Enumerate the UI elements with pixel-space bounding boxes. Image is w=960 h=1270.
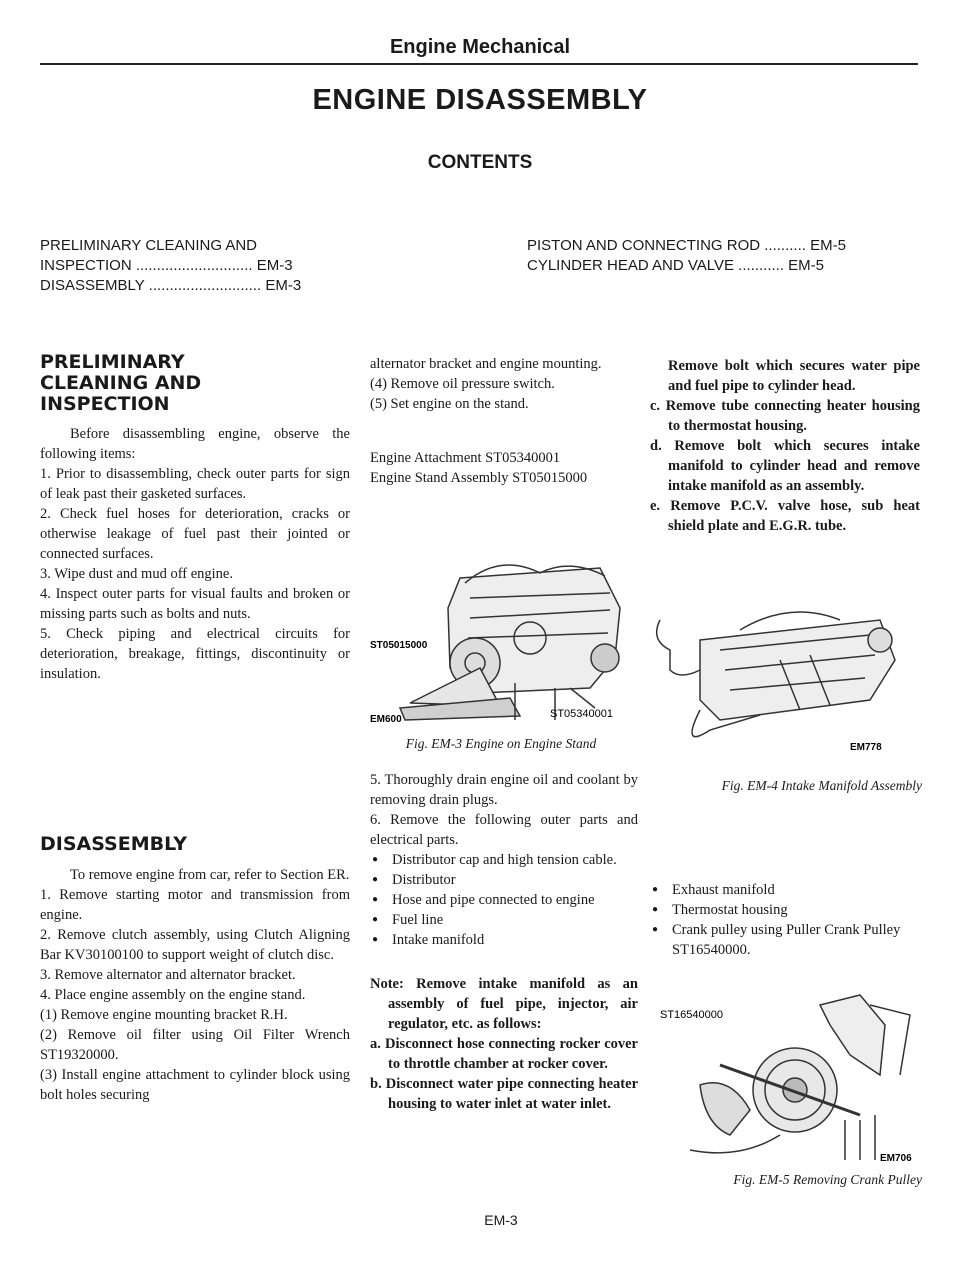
tool-number: Engine Attachment ST05340001 (370, 450, 561, 466)
section-header: Engine Mechanical (389, 36, 571, 58)
bullet-list (650, 880, 922, 960)
toc-entry[interactable]: PISTON AND CONNECTING ROD .......... EM-5 (527, 237, 846, 254)
figure-caption: Fig. EM-5 Removing Crank Pulley (733, 1172, 922, 1187)
list-item: ● Fuel line (370, 910, 638, 930)
list-item: ● Exhaust manifold (650, 880, 922, 900)
list-item: 5. Thoroughly drain engine oil and coolant by removing drain plugs. (370, 772, 638, 808)
toc-entry[interactable]: PRELIMINARY CLEANING AND (40, 237, 258, 254)
figure-label: EM778 (850, 742, 882, 753)
section-heading-preliminary: PRELIMINARY CLEANING AND INSPECTION (40, 351, 202, 415)
figure-caption: Fig. EM-4 Intake Manifold Assembly (721, 778, 922, 793)
list-item: ● Hose and pipe connected to engine (370, 890, 638, 910)
bullet-list (370, 850, 638, 950)
figure-label: ST05340001 (550, 708, 613, 720)
figure-caption: Fig. EM-3 Engine on Engine Stand (405, 736, 597, 751)
list-item: a. Disconnect hose connecting rocker cover to throttle chamber at rocker cover. (370, 1036, 638, 1072)
figure-crank-pulley (660, 985, 922, 1165)
toc-entry[interactable]: INSPECTION ............................ EM-3 (40, 257, 293, 274)
list-item: ● Distributor (370, 870, 638, 890)
section-heading-disassembly: DISASSEMBLY (40, 833, 188, 855)
list-item: ● Crank pulley using Puller Crank Pulley ST16540000. (650, 920, 922, 960)
list-item: e. Remove P.C.V. valve hose, sub heat shield plate and E.G.R. tube. (650, 498, 920, 534)
figure-label: ST05015000 (370, 640, 428, 651)
list-item: 2. Remove clutch assembly, using Clutch Aligning Bar KV30100100 to support weight of clutch disc. (40, 927, 350, 963)
figure-engine-on-stand (370, 548, 638, 728)
list-item: (4) Remove oil pressure switch. (370, 376, 555, 392)
list-item: 4. Inspect outer parts for visual faults and broken or missing parts such as bolts and nuts. (40, 586, 350, 622)
toc-entry[interactable]: CYLINDER HEAD AND VALVE ........... EM-5 (527, 257, 825, 274)
list-item: 1. Remove starting motor and transmission from engine. (40, 887, 350, 923)
list-item: ● Intake manifold (370, 930, 638, 950)
list-item: 6. Remove the following outer parts and electrical parts. (370, 812, 638, 848)
list-item: 3. Remove alternator and alternator bracket. (40, 967, 296, 983)
list-item: (3) Install engine attachment to cylinder block using bolt holes securing (40, 1067, 350, 1103)
column-1-disassembly (40, 834, 350, 1105)
column-2 (370, 354, 632, 488)
tool-number: Engine Stand Assembly ST05015000 (370, 470, 588, 486)
list-item: ● Thermostat housing (650, 900, 922, 920)
figure-intake-manifold (640, 600, 920, 760)
list-item: (1) Remove engine mounting bracket R.H. (40, 1007, 288, 1023)
column-1 (40, 352, 350, 684)
page-number: EM-3 (484, 1212, 518, 1228)
toc-right (527, 236, 846, 276)
list-item: 3. Wipe dust and mud off engine. (40, 566, 233, 582)
note: Note: Remove intake manifold as an assembly of fuel pipe, injector, air regulator, etc. as follows: (370, 976, 638, 1032)
toc-left (40, 236, 301, 296)
list-item: c. Remove tube connecting heater housing to thermostat housing. (650, 398, 920, 434)
column-3 (650, 356, 920, 536)
toc-entry[interactable]: DISASSEMBLY ........................... EM-3 (40, 277, 302, 294)
list-item: 2. Check fuel hoses for deterioration, cracks or otherwise leakage of fuel past their jointed or connected surfaces. (40, 506, 350, 562)
figure-label: EM706 (880, 1153, 912, 1164)
list-item: (5) Set engine on the stand. (370, 396, 529, 412)
list-item: 4. Place engine assembly on the engine stand. (40, 987, 306, 1003)
column-2-lower (370, 770, 638, 1114)
column-3-lower (650, 880, 922, 960)
figure-label: EM600 (370, 714, 402, 725)
contents-title: CONTENTS (427, 152, 533, 173)
page-title: ENGINE DISASSEMBLY (312, 84, 648, 116)
paragraph: To remove engine from car, refer to Section ER. (70, 867, 350, 883)
paragraph: alternator bracket and engine mounting. (370, 356, 602, 372)
list-item: 5. Check piping and electrical circuits for deterioration, breakage, fittings, discontinuity or insulation. (40, 626, 350, 682)
list-item: b. Disconnect water pipe connecting heater housing to water inlet at water inlet. (370, 1076, 638, 1112)
figure-label: ST16540000 (660, 1009, 723, 1021)
list-item: d. Remove bolt which secures intake manifold to cylinder head and remove intake manifold as an assembly. (650, 438, 920, 494)
list-item: 1. Prior to disassembling, check outer parts for sign of leak past their gasketed surfaces. (40, 466, 350, 502)
paragraph: Before disassembling engine, observe the following items: (40, 426, 350, 462)
paragraph: Remove bolt which secures water pipe and fuel pipe to cylinder head. (668, 358, 920, 394)
list-item: ● Distributor cap and high tension cable. (370, 850, 638, 870)
header-rule (40, 63, 918, 65)
list-item: (2) Remove oil filter using Oil Filter Wrench ST19320000. (40, 1027, 350, 1063)
